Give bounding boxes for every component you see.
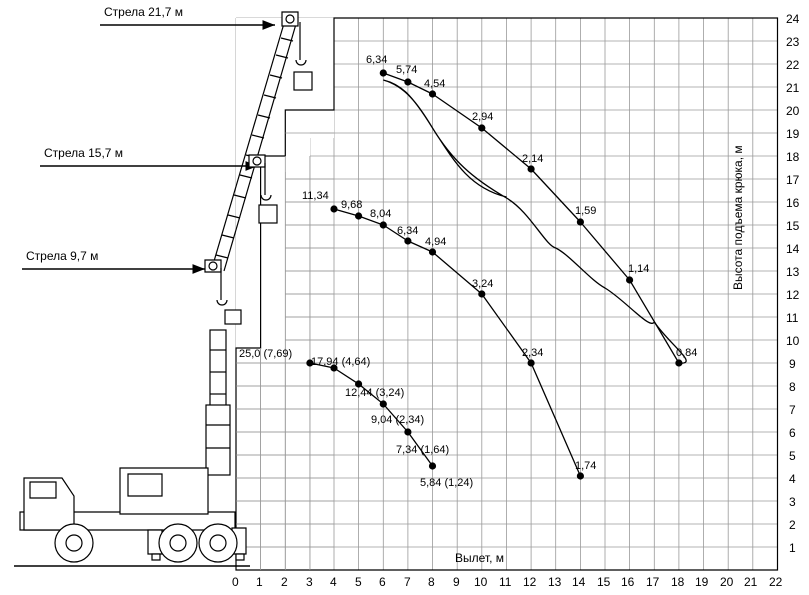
svg-text:20: 20 — [786, 104, 800, 118]
boom-21-7-label: Стрела 21,7 м — [104, 5, 184, 19]
svg-text:20: 20 — [720, 575, 734, 589]
svg-text:1: 1 — [789, 541, 796, 555]
svg-text:1: 1 — [256, 575, 263, 589]
svg-text:4: 4 — [330, 575, 337, 589]
svg-text:13: 13 — [786, 265, 800, 279]
svg-text:12: 12 — [786, 288, 800, 302]
svg-text:17: 17 — [646, 575, 660, 589]
svg-text:10: 10 — [786, 334, 800, 348]
chart-grid — [236, 18, 778, 570]
svg-text:2,34: 2,34 — [522, 347, 544, 359]
y-axis-ticks — [786, 12, 800, 555]
svg-text:23: 23 — [786, 35, 800, 49]
svg-text:2: 2 — [281, 575, 288, 589]
svg-text:8,04: 8,04 — [370, 208, 392, 220]
svg-text:9,68: 9,68 — [341, 199, 363, 211]
svg-text:12: 12 — [523, 575, 537, 589]
svg-text:11,34: 11,34 — [302, 190, 329, 202]
svg-text:16: 16 — [786, 196, 800, 210]
svg-text:12,44 (3,24): 12,44 (3,24) — [345, 387, 405, 399]
truck-drawing — [14, 468, 250, 566]
svg-text:2,14: 2,14 — [522, 153, 544, 165]
svg-text:0,84: 0,84 — [676, 347, 698, 359]
svg-text:4,94: 4,94 — [425, 236, 447, 248]
svg-text:14: 14 — [572, 575, 586, 589]
curve-boom-21-7 — [383, 80, 686, 363]
svg-text:22: 22 — [786, 58, 800, 72]
svg-text:2: 2 — [789, 518, 796, 532]
svg-text:6,34: 6,34 — [366, 54, 388, 66]
svg-text:3,24: 3,24 — [472, 278, 494, 290]
svg-text:7: 7 — [404, 575, 411, 589]
svg-text:5: 5 — [789, 449, 796, 463]
boom-15-7-label: Стрела 15,7 м — [44, 146, 124, 160]
svg-text:1,59: 1,59 — [575, 205, 597, 217]
boom-9-7-label: Стрела 9,7 м — [26, 249, 99, 263]
svg-text:4,54: 4,54 — [424, 78, 446, 90]
svg-text:7: 7 — [789, 403, 796, 417]
svg-text:9,04 (2,34): 9,04 (2,34) — [371, 414, 425, 426]
series-15-7-labels — [302, 190, 596, 472]
svg-text:19: 19 — [786, 127, 800, 141]
svg-text:8: 8 — [789, 380, 796, 394]
svg-text:16: 16 — [621, 575, 635, 589]
svg-text:3: 3 — [306, 575, 313, 589]
svg-text:11: 11 — [499, 575, 512, 589]
svg-text:5,74: 5,74 — [396, 64, 418, 76]
svg-text:14: 14 — [786, 242, 800, 256]
svg-text:5: 5 — [355, 575, 362, 589]
svg-text:15: 15 — [597, 575, 611, 589]
svg-text:21: 21 — [744, 575, 758, 589]
svg-text:25,0 (7,69): 25,0 (7,69) — [239, 348, 293, 360]
x-axis-ticks — [232, 575, 783, 589]
svg-text:6: 6 — [789, 426, 796, 440]
svg-text:8: 8 — [428, 575, 435, 589]
svg-text:0: 0 — [232, 575, 239, 589]
svg-text:17: 17 — [786, 173, 800, 187]
svg-text:19: 19 — [695, 575, 709, 589]
svg-text:17,94 (4,64): 17,94 (4,64) — [311, 356, 371, 368]
svg-text:7,34 (1,64): 7,34 (1,64) — [396, 444, 450, 456]
svg-text:21: 21 — [786, 81, 800, 95]
svg-text:10: 10 — [474, 575, 488, 589]
y-axis-title: Высота подъема крюка, м — [731, 145, 745, 290]
svg-text:18: 18 — [671, 575, 685, 589]
svg-text:15: 15 — [786, 219, 800, 233]
svg-text:9: 9 — [789, 357, 796, 371]
svg-text:6: 6 — [379, 575, 386, 589]
svg-text:5,84 (1,24): 5,84 (1,24) — [420, 477, 474, 489]
svg-text:22: 22 — [769, 575, 783, 589]
series-9-7-labels — [239, 348, 473, 489]
svg-text:18: 18 — [786, 150, 800, 164]
svg-text:9: 9 — [453, 575, 460, 589]
svg-text:3: 3 — [789, 495, 796, 509]
svg-text:1,14: 1,14 — [628, 263, 650, 275]
svg-text:4: 4 — [789, 472, 796, 486]
x-axis-title: Вылет, м — [455, 551, 504, 565]
series-21-7-labels — [366, 54, 697, 359]
svg-text:6,34: 6,34 — [397, 225, 419, 237]
svg-text:13: 13 — [548, 575, 562, 589]
svg-text:2,94: 2,94 — [472, 111, 494, 123]
svg-text:1,74: 1,74 — [575, 460, 597, 472]
svg-text:11: 11 — [786, 311, 799, 325]
svg-text:24: 24 — [786, 12, 800, 26]
